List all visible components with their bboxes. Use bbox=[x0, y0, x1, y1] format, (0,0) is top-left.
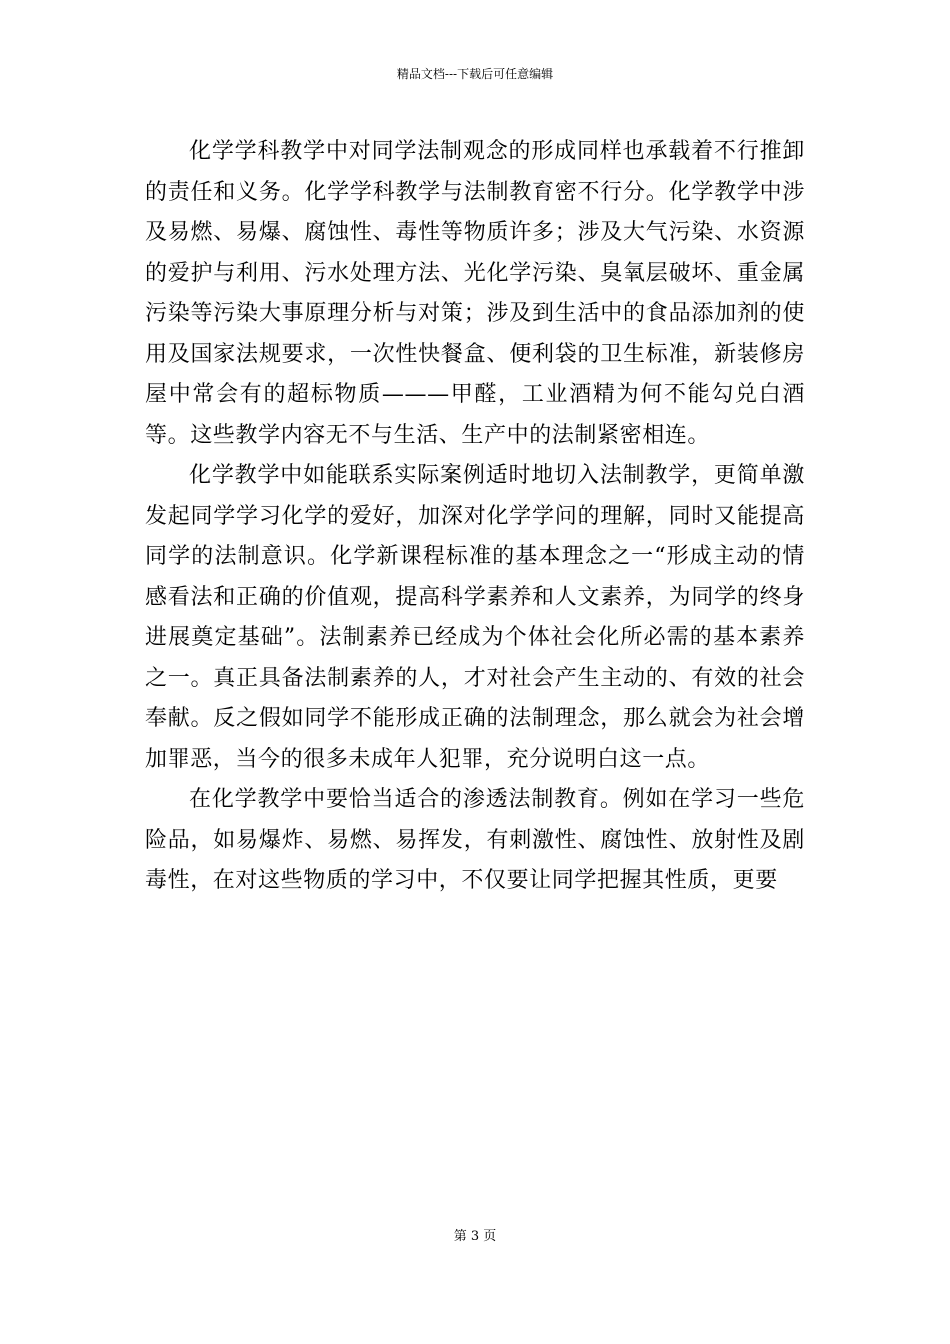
page-header: 精品文档---下载后可任意编辑 bbox=[396, 67, 554, 81]
paragraph-2: 化学教学中如能联系实际案例适时地切入法制教学，更简单激发起同学学习化学的爱好，加深对化学学问的理解，同时又能提高同学的法制意识。化学新课程标准的基本理念之一“形成主动的情感看法和正确的价值观，提高科学素养和人文素养，为同学的终身进展奠定基础”。法制素养已经成为个体社会化所必需的基本素养之一。真正具备法制素养的人，才对社会产生主动的、有效的社会奉献。反之假如同学不能形成正确的法制理念，那么就会为社会增加罪恶，当今的很多未成年人犯罪，充分说明白这一点。 bbox=[145, 463, 805, 772]
paragraph-3: 在化学教学中要恰当适合的渗透法制教育。例如在学习一些危险品，如易爆炸、易燃、易挥发，有刺激性、腐蚀性、放射性及剧毒性，在对这些物质的学习中，不仅要让同学把握其性质，更要 bbox=[145, 787, 805, 893]
paragraph-1: 化学学科教学中对同学法制观念的形成同样也承载着不行推卸的责任和义务。化学学科教学与法制教育密不行分。化学教学中涉及易燃、易爆、腐蚀性、毒性等物质许多；涉及大气污染、水资源的爱护与利用、污水处理方法、光化学污染、臭氧层破坏、重金属污染等污染大事原理分析与对策；涉及到生活中的食品添加剂的使用及国家法规要求，一次性快餐盒、便利袋的卫生标准，新装修房屋中常会有的超标物质———甲醛，工业酒精为何不能勾兑白酒等。这些教学内容无不与生活、生产中的法制紧密相连。 bbox=[145, 139, 805, 448]
page-number: 第 3 页 bbox=[453, 1229, 497, 1244]
document-body bbox=[145, 132, 805, 902]
